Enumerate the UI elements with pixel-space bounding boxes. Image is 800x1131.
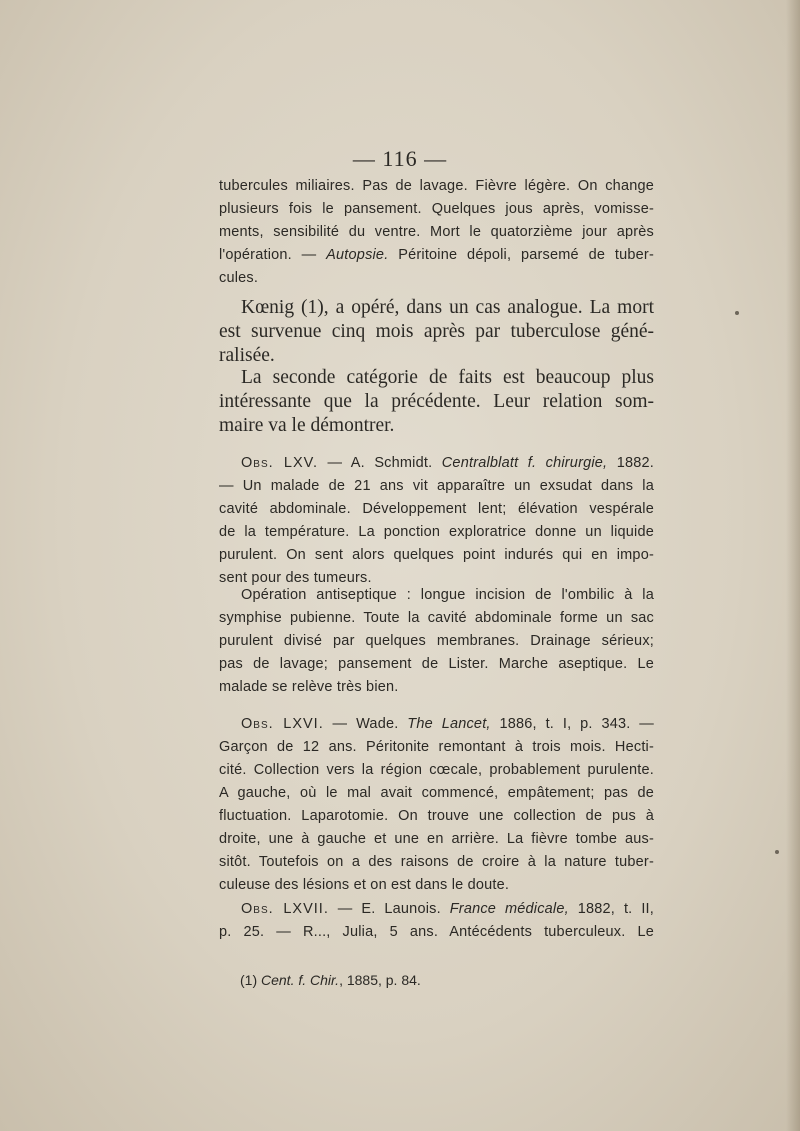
margin-mark [775,850,779,854]
text-line: sitôt. Toutefois on a des raisons de croire à la nature tuber- [219,854,654,870]
text-line: A gauche, où le mal avait commencé, empâtement; pas de [219,785,654,801]
text-line: droite, une à gauche et une en arrière. La fièvre tombe aus- [219,831,654,847]
observation-65 [219,452,654,590]
observation-heading: Obs. LXVI. — Wade. The Lancet, 1886, t. I, p. 343. — [241,716,654,732]
text-line: est survenue cinq mois après par tuberculose géné- [219,321,654,342]
text-line: malade se relève très bien. [219,679,399,695]
paragraph-koenig [219,296,654,368]
text-line: intéressante que la précédente. Leur relation som- [219,391,654,412]
text-line: de la température. La ponction exploratrice donne un liquide [219,524,654,540]
observation-66 [219,713,654,897]
text-line: La seconde catégorie de faits est beaucoup plus [241,367,654,388]
text-line: Kœnig (1), a opéré, dans un cas analogue. La mort [241,297,654,318]
text-line: symphise pubienne. Toute la cavité abdominale forme un sac [219,610,654,626]
text-line: sent pour des tumeurs. [219,570,372,586]
text-line: purulent. On sent alors quelques point indurés qui en impo- [219,547,654,563]
text-line: Opération antiseptique : longue incision de l'ombilic à la [241,587,654,603]
observation-67 [219,898,654,944]
page-number: — 116 — [352,146,448,171]
text-line: — Un malade de 21 ans vit apparaître un exsudat dans la [219,478,654,494]
text-line: purulent divisé par quelques membranes. Drainage sérieux; [219,633,654,649]
observation-65-operation [219,584,654,699]
text-line: fluctuation. Laparotomie. On trouve une collection de pus à [219,808,654,824]
text-line: ments, sensibilité du ventre. Mort le quatorzième jour après [219,224,654,240]
footnote: (1) Cent. f. Chir., 1885, p. 84. [240,972,421,988]
text-line: cité. Collection vers la région cœcale, probablement purulente. [219,762,654,778]
text-line: ralisée. [219,345,275,366]
paragraph-categorie [219,366,654,438]
text-line: culeuse des lésions et on est dans le doute. [219,877,510,893]
text-line: cavité abdominale. Développement lent; élévation vespérale [219,501,654,517]
text-line: p. 25. — R..., Julia, 5 ans. Antécédents tuberculeux. Le [219,924,654,940]
text-line: Garçon de 12 ans. Péritonite remontant à trois mois. Hecti- [219,739,654,755]
observation-heading: Obs. LXVII. — E. Launois. France médicale, 1882, t. II, [241,901,655,917]
text-line: pas de lavage; pansement de Lister. Marche aseptique. Le [219,656,654,672]
text-line: cules. [219,270,259,286]
text-line: plusieurs fois le pansement. Quelques jous après, vomisse- [219,201,654,217]
text-line: l'opération. — Autopsie. Péritoine dépoli, parsemé de tuber- [219,247,654,263]
paragraph-continuation [219,175,654,290]
margin-mark [735,311,739,315]
observation-heading: Obs. LXV. — A. Schmidt. Centralblatt f. chirurgie, 1882. [241,455,655,471]
text-line: tubercules miliaires. Pas de lavage. Fièvre légère. On change [219,178,654,194]
text-line: maire va le démontrer. [219,415,395,436]
